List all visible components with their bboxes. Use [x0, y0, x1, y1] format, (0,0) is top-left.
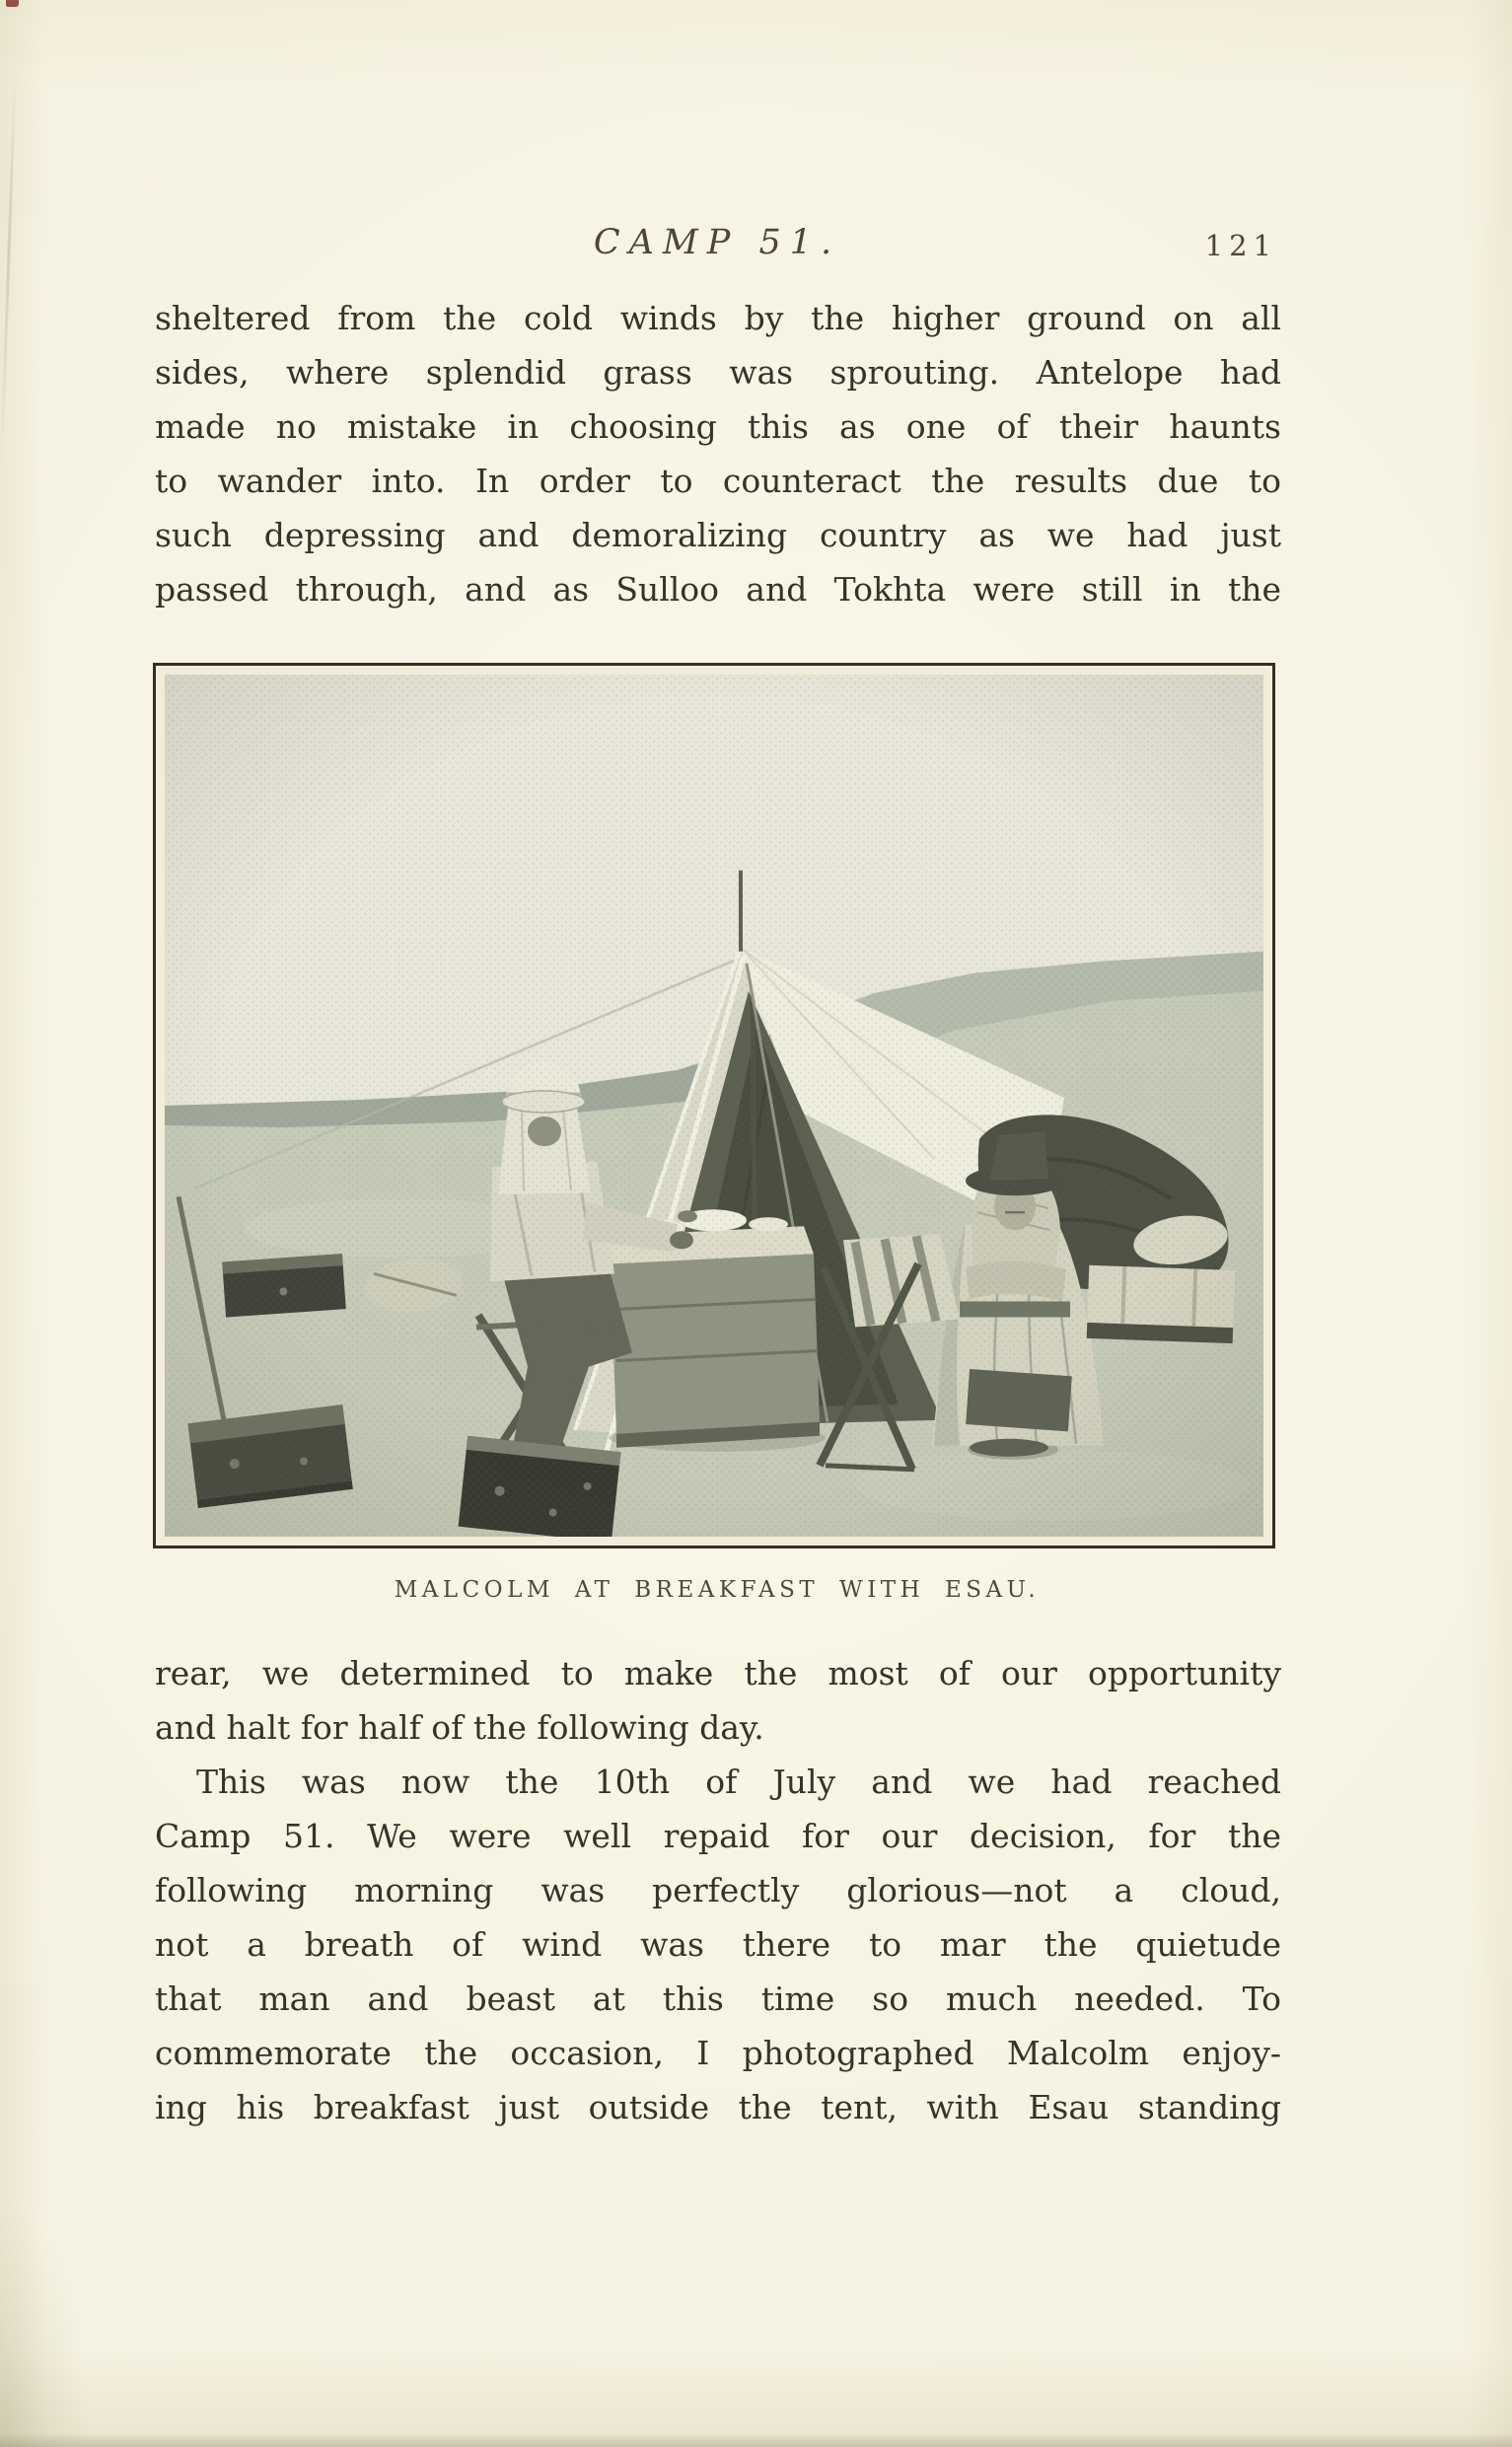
camp-photograph [165, 675, 1263, 1537]
body-paragraph-top [155, 291, 1281, 616]
text-line: sides, where splendid grass was sprouting. Antelope had [155, 353, 1281, 392]
text-line: sheltered from the cold winds by the higher ground on all [155, 299, 1281, 337]
text-line: commemorate the occasion, I photographed Malcolm enjoy- [155, 2034, 1281, 2072]
running-head [155, 223, 1279, 266]
scan-artifact-corner-shade [0, 2191, 89, 2447]
figure-caption: MALCOLM AT BREAKFAST WITH ESAU. [394, 1577, 1041, 1603]
text-line: made no mistake in choosing this as one of their haunts [155, 407, 1281, 446]
page-title: CAMP 51. [593, 223, 841, 262]
text-line: such depressing and demoralizing country as we had just [155, 516, 1281, 554]
text-line: Camp 51. We were well repaid for our decision, for the [155, 1817, 1281, 1855]
text-line: not a breath of wind was there to mar the quietude [155, 1925, 1281, 1964]
text-line: passed through, and as Sulloo and Tokhta were still in the [155, 570, 1281, 609]
scan-artifact-bottom-edge [0, 2433, 1512, 2447]
text-line: This was now the 10th of July and we had reached [196, 1763, 1281, 1801]
body-paragraph-bottom [155, 1646, 1281, 2134]
figure-frame [153, 663, 1275, 1548]
scan-artifact-red-mark [6, 0, 19, 7]
text-line: to wander into. In order to counteract the results due to [155, 462, 1281, 500]
text-line: and halt for half of the following day. [155, 1708, 764, 1747]
text-line: ing his breakfast just outside the tent, with Esau standing [155, 2088, 1281, 2126]
page-number: 121 [1204, 229, 1277, 262]
text-line: following morning was perfectly glorious—not a cloud, [155, 1871, 1281, 1909]
text-line: rear, we determined to make the most of our opportunity [155, 1654, 1281, 1692]
vignette-overlay [165, 675, 1263, 1537]
text-line: that man and beast at this time so much needed. To [155, 1979, 1281, 2018]
